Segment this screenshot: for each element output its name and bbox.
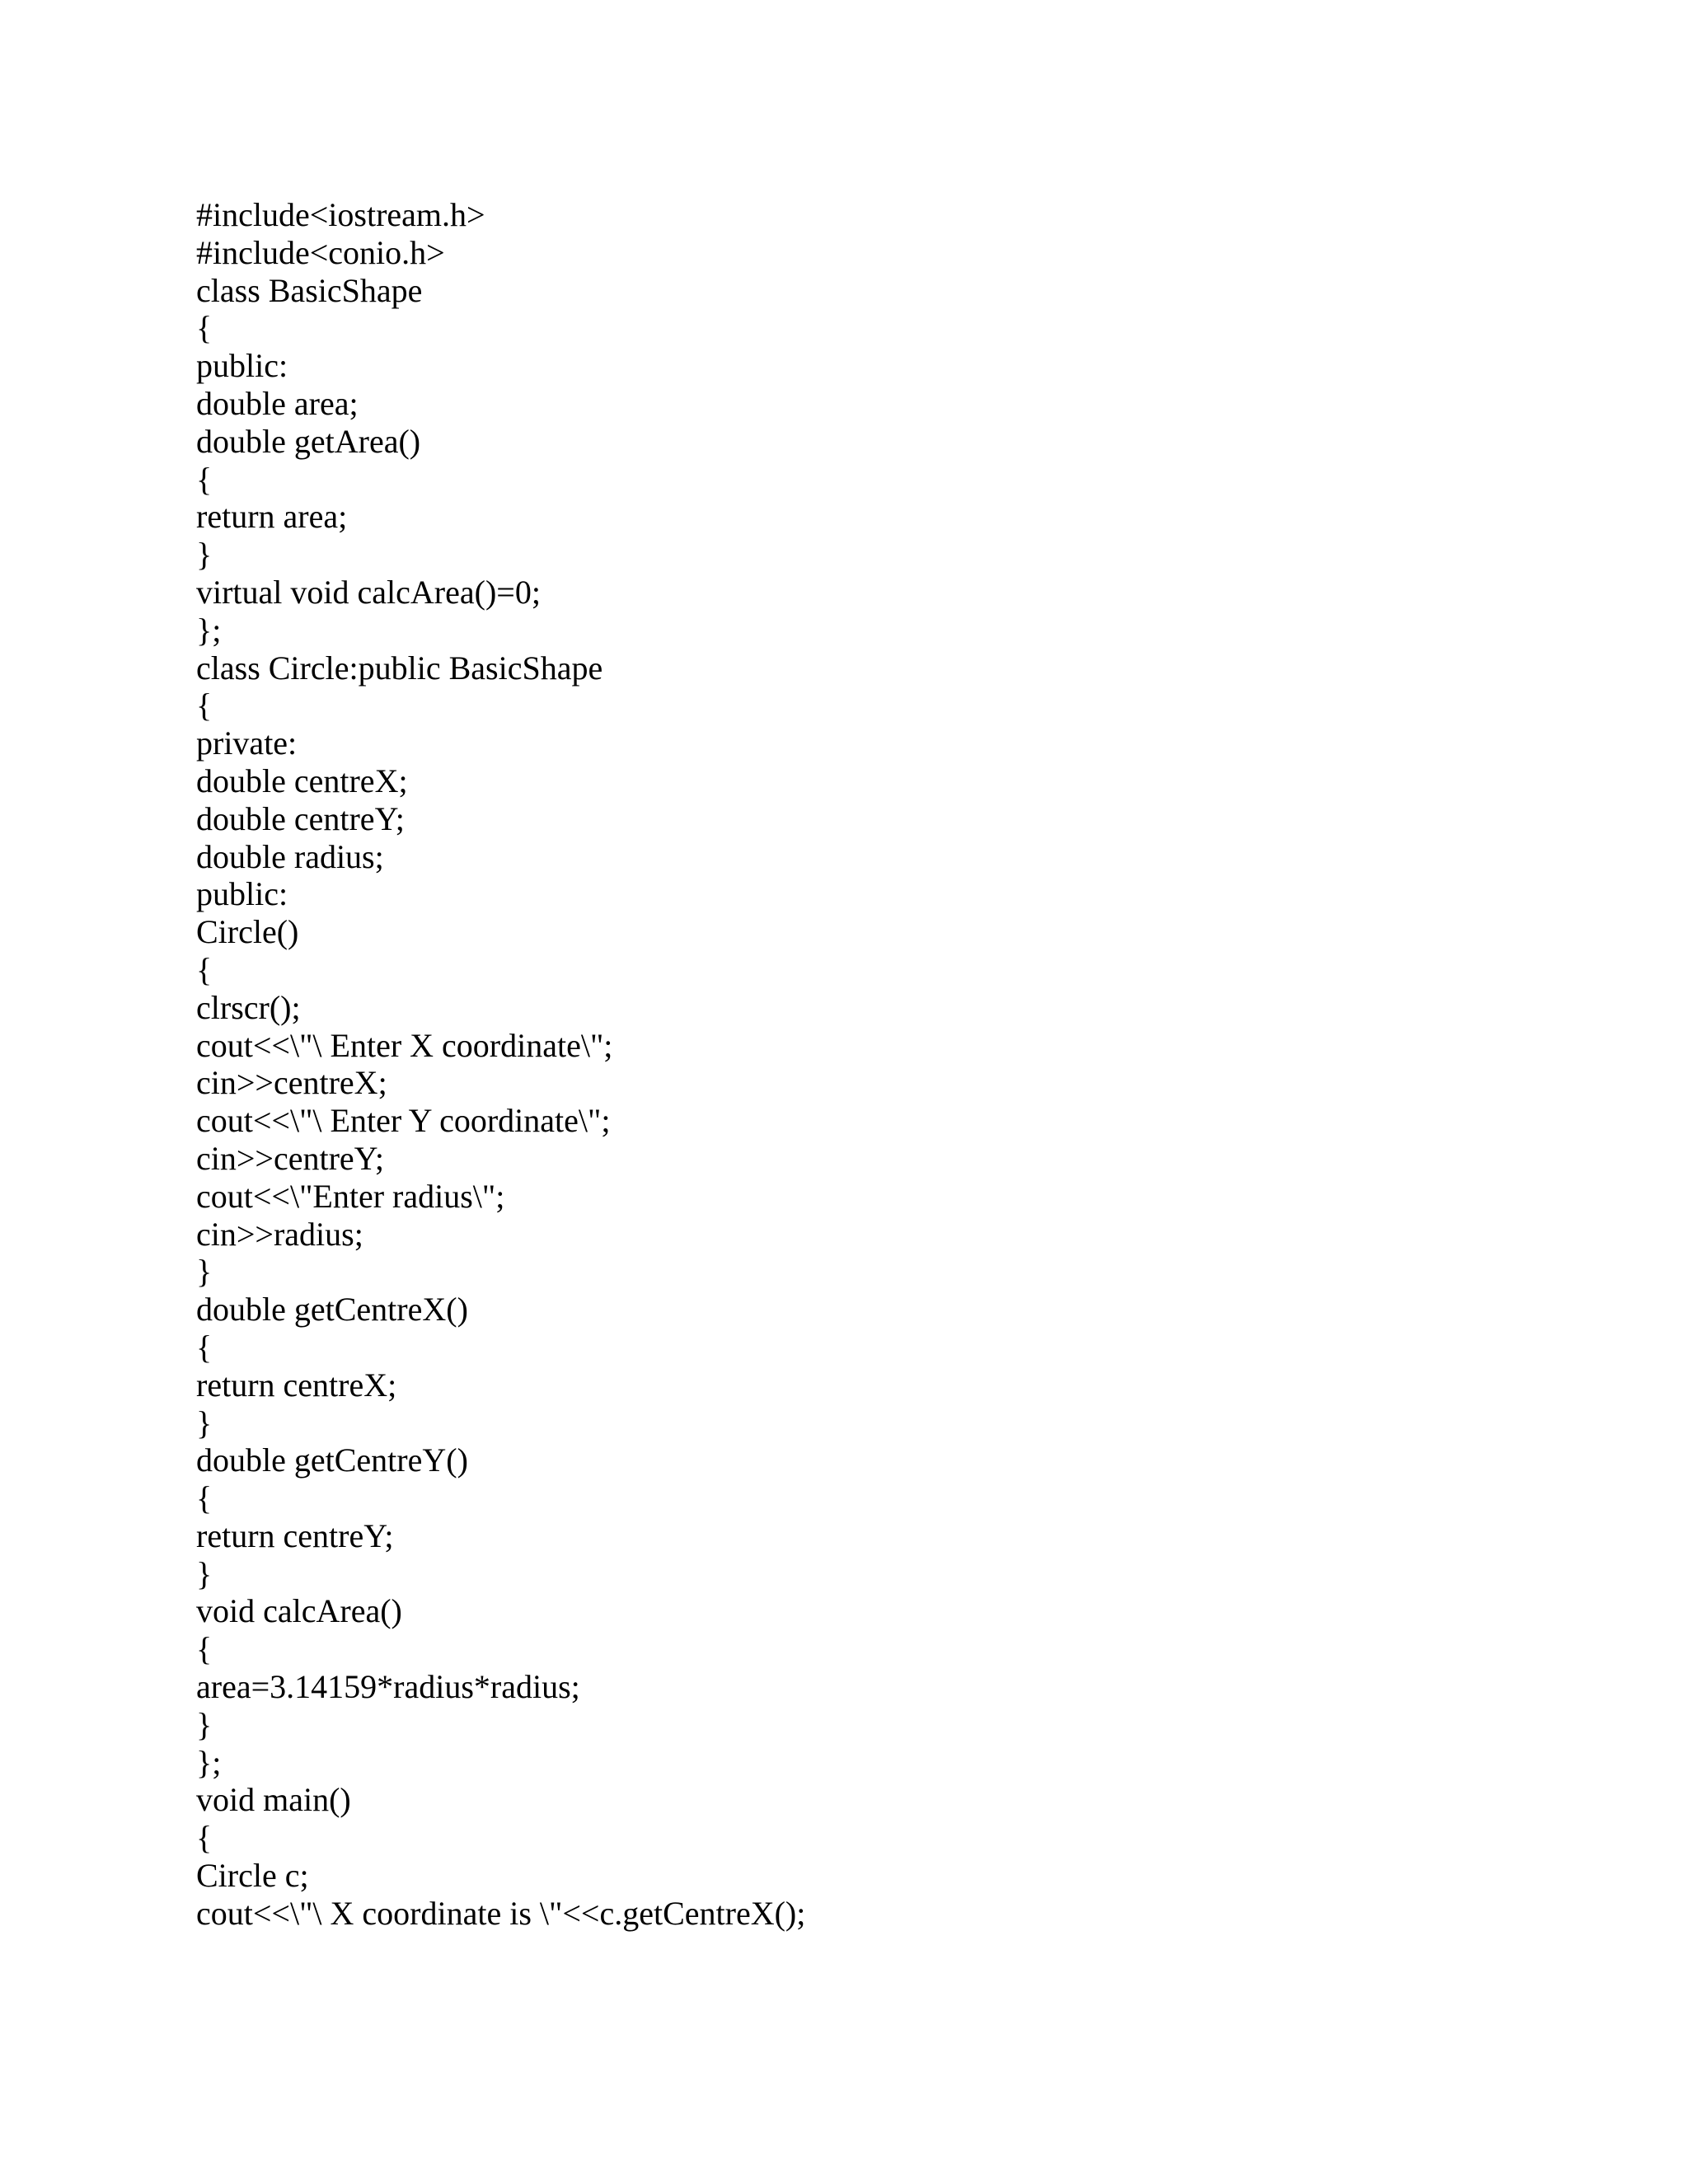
code-line: public:: [196, 875, 288, 913]
code-line: }: [196, 536, 213, 574]
code-line: {: [196, 309, 213, 347]
code-line: }: [196, 1404, 213, 1441]
code-line: Circle(): [196, 913, 299, 951]
code-line: {: [196, 460, 213, 498]
code-line: {: [196, 1819, 213, 1857]
code-line: private:: [196, 724, 298, 762]
code-line: return centreY;: [196, 1516, 394, 1554]
code-line: {: [196, 1328, 213, 1366]
code-line: clrscr();: [196, 988, 301, 1026]
code-line: {: [196, 1630, 213, 1668]
code-line: cin>>radius;: [196, 1215, 363, 1253]
code-line: }: [196, 1554, 213, 1592]
code-line: double getArea(): [196, 422, 421, 460]
code-line: cout<<\"Enter radius\";: [196, 1177, 505, 1215]
code-listing: [196, 196, 1597, 1933]
code-line: {: [196, 687, 213, 724]
code-line: cout<<\"\ Enter Y coordinate\";: [196, 1102, 611, 1140]
code-line: Circle c;: [196, 1857, 309, 1895]
code-line: double area;: [196, 384, 359, 422]
code-line: double getCentreX(): [196, 1291, 468, 1329]
code-line: double getCentreY(): [196, 1441, 468, 1479]
code-line: public:: [196, 347, 288, 385]
code-line: double radius;: [196, 837, 384, 875]
code-line: cout<<\"\ Enter X coordinate\";: [196, 1026, 613, 1064]
code-line: virtual void calcArea()=0;: [196, 573, 541, 611]
code-line: }: [196, 1705, 213, 1743]
code-line: area=3.14159*radius*radius;: [196, 1668, 580, 1706]
code-line: return area;: [196, 498, 348, 536]
code-line: cout<<\"\ X coordinate is \"<<c.getCentreX();: [196, 1894, 806, 1932]
code-line: void calcArea(): [196, 1592, 402, 1630]
code-line: double centreY;: [196, 799, 405, 837]
code-line: cin>>centreX;: [196, 1064, 387, 1102]
code-line: };: [196, 1743, 222, 1781]
code-line: {: [196, 1479, 213, 1517]
code-line: class BasicShape: [196, 271, 423, 309]
code-line: cin>>centreY;: [196, 1139, 385, 1177]
code-line: {: [196, 950, 213, 988]
code-line: };: [196, 611, 222, 649]
code-line: }: [196, 1253, 213, 1291]
code-line: void main(): [196, 1781, 351, 1819]
code-line: return centreX;: [196, 1366, 397, 1404]
code-line: double centreX;: [196, 762, 408, 799]
code-line: #include<conio.h>: [196, 233, 445, 271]
code-line: class Circle:public BasicShape: [196, 649, 603, 687]
code-line: #include<iostream.h>: [196, 196, 485, 233]
